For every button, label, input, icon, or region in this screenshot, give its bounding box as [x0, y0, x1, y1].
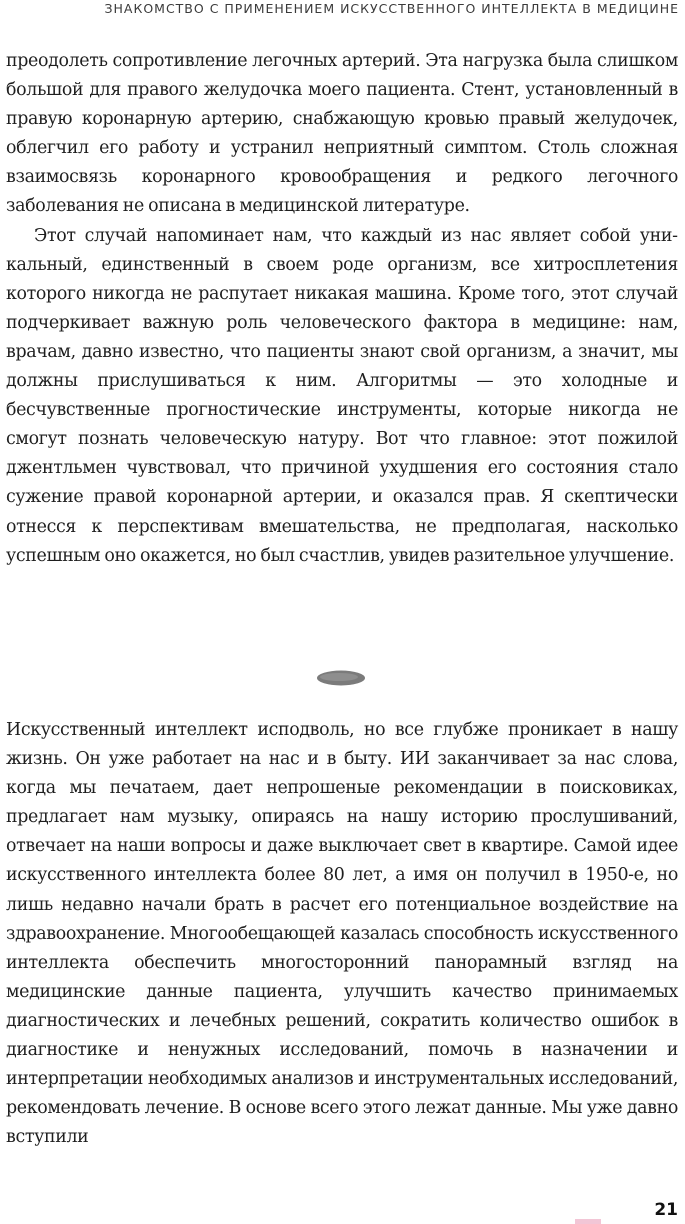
paragraph: Искусственный интеллект исподволь, но все глубже проникает в нашу жизнь. Он уже работает на нас и в быту. ИИ заканчивает за нас слова, когда мы печатаем, дает непрошеные рекомендации в поисковиках, предлагает нам музыку, опираясь на нашу историю прослушиваний, отвечает на наши вопросы и даже выключает свет в квартире. Самой идее искусственного интеллекта более 80 лет, а имя он получил в 1950-е, но лишь недавно начали брать в расчет его потенциальное воздействие на здравоохранение. Многообещающей казалась способность искусственного интеллекта обеспечить многосторонний панорамный взгляд на медицинские данные пациента, улучшить качество принимаемых диагностических и лечебных решений, сократить количество ошибок в диагностике и ненужных исследований, помочь в назначении и интерпретации необходимых анализов и инструментальных исследований, рекомендовать лечение. В основе всего этого лежат данные. Мы уже давно вступили — [6, 720, 678, 1148]
text-block-bottom — [6, 716, 678, 1152]
section-divider-icon — [316, 669, 366, 687]
corner-mark — [575, 1219, 601, 1224]
running-head: ЗНАКОМСТВО С ПРИМЕНЕНИЕМ ИСКУССТВЕННОГО ИНТЕЛЛЕКТА В МЕДИЦИНЕ — [104, 1, 679, 16]
text-block-top — [6, 47, 678, 571]
page-number: 21 — [654, 1200, 678, 1220]
paragraph: преодолеть сопротивление легочных артерий. Эта нагрузка была слишком большой для правого желудочка моего пациента. Стент, установленный в правую коронарную артерию, снабжающую кровью правый желудочек, облегчил его работу и устранил неприятный симптом. Столь сложная взаимосвязь коронарного кровообращения и редкого легочного заболевания не описана в медицинской литературе. — [6, 51, 678, 217]
paragraph: Этот случай напоминает нам, что каждый из нас являет собой уникальный, единственный в своем роде организм, все хитросплетения которого никогда не распутает никакая машина. Кроме того, этот случай подчеркивает важную роль человеческого фактора в медицине: нам, врачам, давно известно, что пациенты знают свой организм, а значит, мы должны прислушиваться к ним. Алгоритмы — это холодные и бесчувственные прогностические инструменты, которые никогда не смогут познать человеческую натуру. Вот что главное: этот пожилой джентльмен чувствовал, что причиной ухудшения его состояния стало сужение правой коронарной артерии, и оказался прав. Я скептически отнесся к перспективам вмешательства, не предполагая, насколько успешным оно окажется, но был счастлив, увидев разительное улучшение. — [6, 225, 678, 566]
